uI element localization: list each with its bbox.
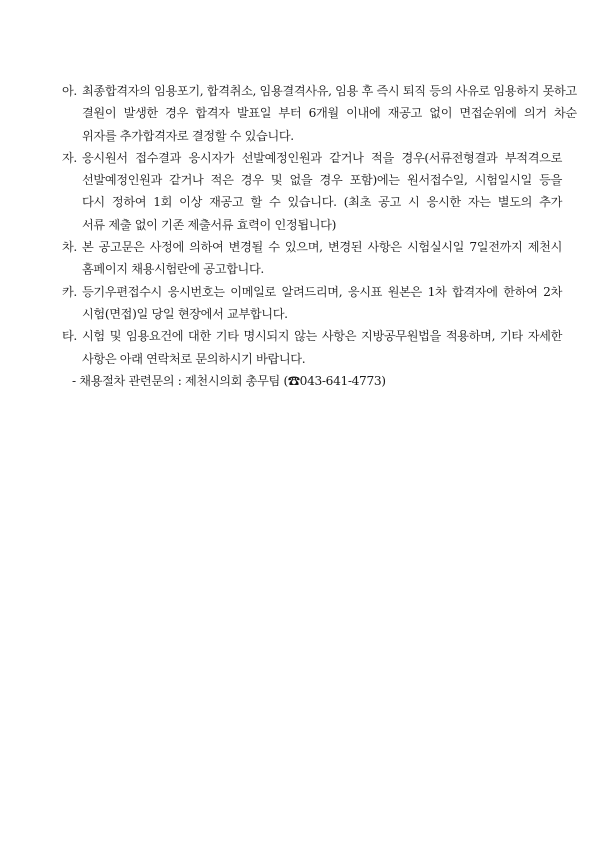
- text-line: 결원이 발생한 경우 합격자 발표일 부터 6개월 이내에 재공고 없이 면접순위에 의거 차순: [82, 106, 577, 121]
- text-line: 본 공고문은 사정에 의하여 변경될 수 있으며, 변경된 사항은 시험실시일 7일전까지 제천시: [82, 240, 562, 255]
- text-line: 사항은 아래 연락처로 문의하시기 바랍니다.: [82, 351, 306, 366]
- text-line: 선발예정인원과 같거나 적은 경우 및 없을 경우 포함)에는 원서접수일, 시험일시일 등을: [82, 173, 562, 188]
- text-line: 최종합격자의 임용포기, 합격취소, 임용결격사유, 임용 후 즉시 퇴직 등의 사유로 임용하지 못하고: [82, 84, 577, 98]
- notice-item-e: [62, 325, 562, 370]
- item-text: [82, 236, 562, 281]
- item-marker: 자.: [62, 150, 77, 165]
- notice-body: [62, 80, 577, 392]
- notice-item-b: [62, 147, 562, 236]
- item-marker: 아.: [62, 84, 77, 98]
- item-marker: 카.: [62, 284, 77, 299]
- text-line: 응시원서 접수결과 응시자가 선발예정인원과 같거나 적을 경우(서류전형결과 부적격으로: [82, 150, 562, 165]
- notice-item-a: [62, 80, 577, 147]
- item-text: [82, 325, 562, 370]
- text-line: 다시 정하여 1회 이상 재공고 할 수 있습니다. (최초 공고 시 응시한 자는 별도의 추가: [82, 195, 562, 210]
- text-line: 위자를 추가합격자로 결정할 수 있습니다.: [82, 128, 294, 143]
- item-text: [82, 147, 562, 236]
- item-text: [82, 80, 577, 147]
- text-line: 시험(면접)일 당일 현장에서 교부합니다.: [82, 306, 288, 321]
- notice-item-d: [62, 281, 562, 326]
- item-marker: 차.: [62, 240, 77, 255]
- text-line: 등기우편접수시 응시번호는 이메일로 알려드리며, 응시표 원본은 1차 합격자에 한하여 2차: [82, 284, 562, 299]
- contact-info: - 채용절차 관련문의 : 제천시의회 총무팀 (☎043-641-4773): [72, 373, 386, 388]
- text-line: 시험 및 임용요건에 대한 기타 명시되지 않는 사항은 지방공무원법을 적용하며, 기타 자세한: [82, 329, 562, 344]
- item-marker: 타.: [62, 329, 77, 344]
- item-text: [82, 281, 562, 326]
- text-line: 홈페이지 채용시험란에 공고합니다.: [82, 262, 264, 277]
- notice-item-c: [62, 236, 562, 281]
- text-line: 서류 제출 없이 기존 제출서류 효력이 인정됩니다): [82, 217, 337, 232]
